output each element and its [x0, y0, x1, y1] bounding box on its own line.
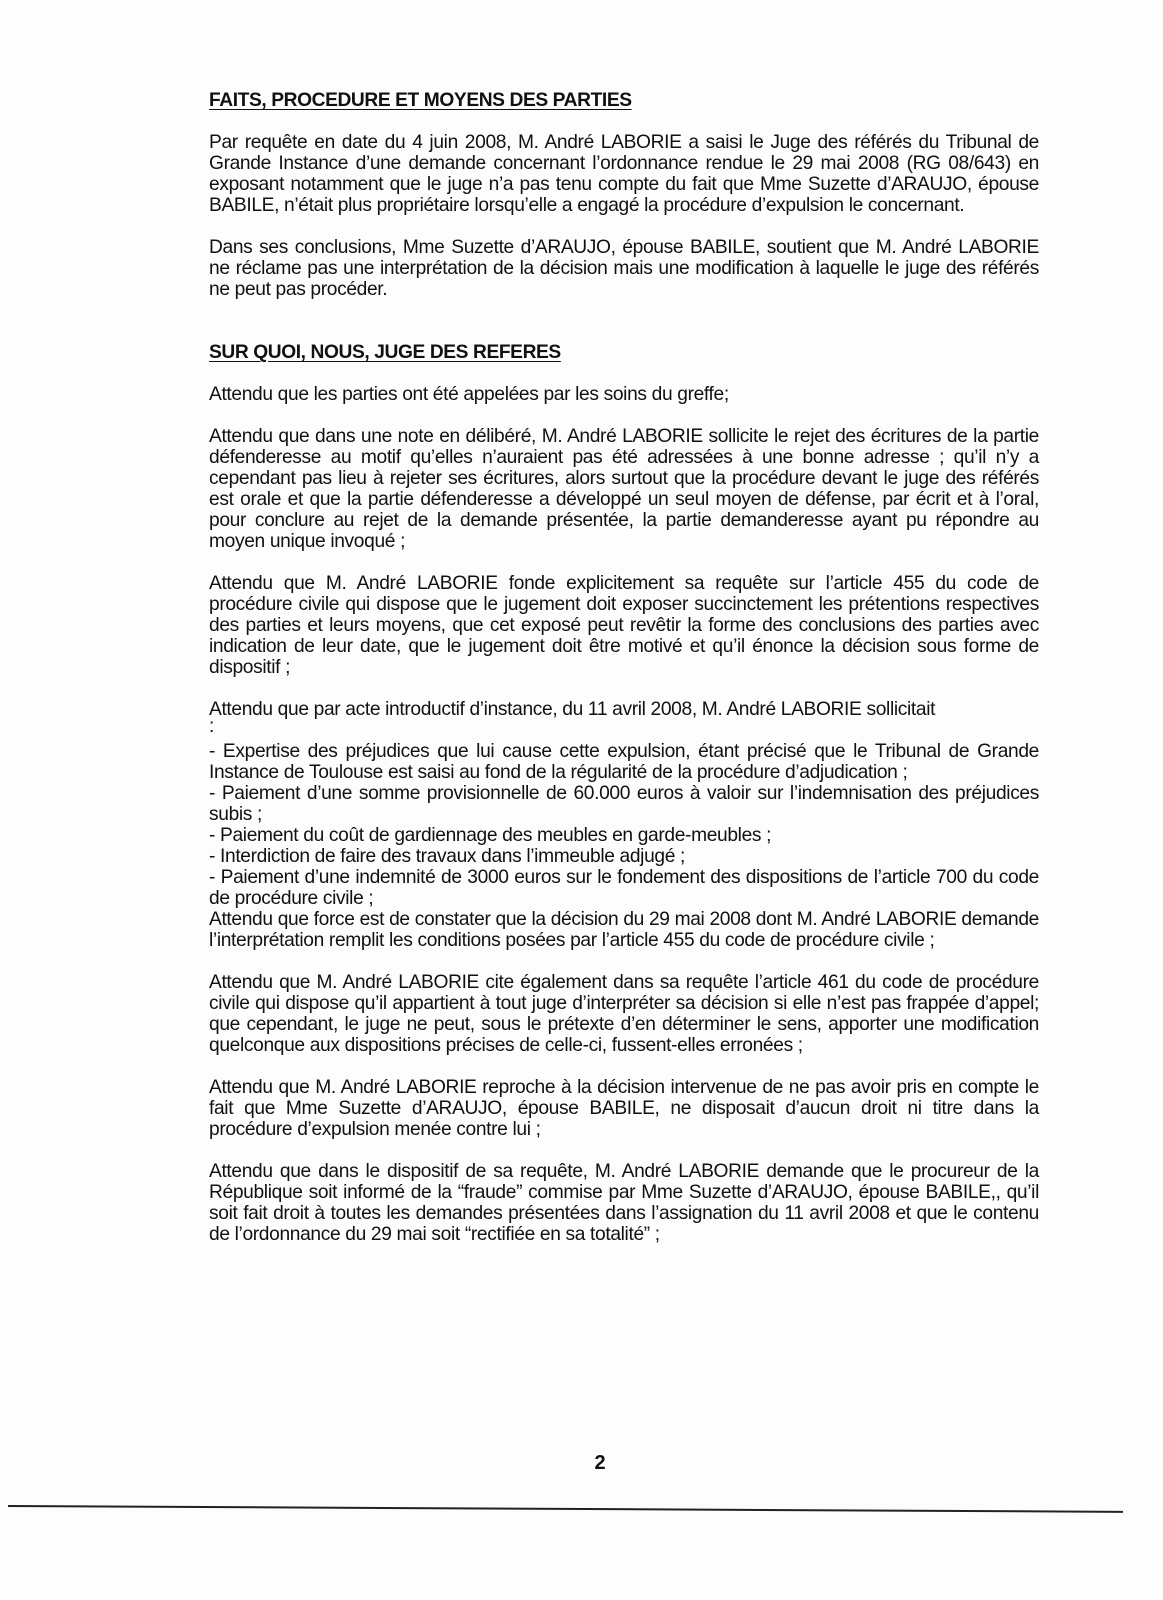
list-item: - Interdiction de faire des travaux dans l’immeuble adjugé ; [209, 846, 686, 867]
paragraph: Attendu que force est de constater que la décision du 29 mai 2008 dont M. André LABORIE demande l’interprétation remplit les conditions posées par l’article 455 du code de procédure civile ; [209, 909, 1039, 951]
paragraph: Attendu que dans une note en délibéré, M. André LABORIE sollicite le rejet des écritures de la partie défenderesse au motif qu’elles n’auraient pas été adressées à une bonne adresse ; qu’il n’y a cependant pas lieu à rejeter ses écritures, alors surtout que la procédure devant le juge des référés est orale et que la partie défenderesse a développé un seul moyen de défense, par écrit et à l’oral, pour conclure au rejet de la demande présentée, la partie demanderesse ayant pu répondre au moyen unique invoqué ; [209, 426, 1039, 552]
paragraph: Attendu que M. André LABORIE reproche à la décision intervenue de ne pas avoir pris en compte le fait que Mme Suzette d’ARAUJO, épouse BABILE, ne disposait d’aucun droit ni titre dans la procédure d’expulsion menée contre lui ; [209, 1077, 1039, 1140]
list-item: - Paiement d’une somme provisionnelle de 60.000 euros à valoir sur l’indemnisation des préjudices subis ; [209, 783, 1039, 825]
page-number: 2 [594, 1452, 606, 1474]
requests-list [209, 741, 1039, 909]
paragraph: Attendu que M. André LABORIE fonde explicitement sa requête sur l’article 455 du code de procédure civile qui dispose que le jugement doit exposer succinctement les prétentions respectives des parties et leurs moyens, que cet exposé peut revêtir la forme des conclusions des parties avec indication de leur date, que le jugement doit être motivé et qu’il énonce la décision sous forme de dispositif ; [209, 573, 1039, 678]
paragraph: Attendu que dans le dispositif de sa requête, M. André LABORIE demande que le procureur de la République soit informé de la “fraude” commise par Mme Suzette d’ARAUJO, épouse BABILE,, qu’il soit fait droit à toutes les demandes présentées dans l’assignation du 11 avril 2008 et que le contenu de l’ordonnance du 29 mai soit “rectifiée en sa totalité” ; [209, 1161, 1039, 1245]
paragraph: Par requête en date du 4 juin 2008, M. André LABORIE a saisi le Juge des référés du Tribunal de Grande Instance d’une demande concernant l’ordonnance rendue le 29 mai 2008 (RG 08/643) en exposant notamment que le juge n’a pas tenu compte du fait que Mme Suzette d’ARAUJO, épouse BABILE, n’était plus propriétaire lorsqu’elle a engagé la procédure d’expulsion le concernant. [209, 132, 1039, 216]
section-heading-faits: FAITS, PROCEDURE ET MOYENS DES PARTIES [209, 90, 632, 111]
colon-line: : [209, 716, 214, 737]
list-item: - Paiement du coût de gardiennage des meubles en garde-meubles ; [209, 825, 772, 846]
list-item: - Expertise des préjudices que lui cause cette expulsion, étant précisé que le Tribunal de Grande Instance de Toulouse est saisi au fond de la régularité de la procédure d’adjudication ; [209, 741, 1039, 783]
section-spacer [209, 300, 1039, 342]
paragraph: Attendu que les parties ont été appelées par les soins du greffe; [209, 384, 729, 405]
paragraph: Dans ses conclusions, Mme Suzette d’ARAUJO, épouse BABILE, soutient que M. André LABORIE ne réclame pas une interprétation de la décision mais une modification à laquelle le juge des référés ne peut pas procéder. [209, 237, 1039, 300]
paragraph: Attendu que M. André LABORIE cite également dans sa requête l’article 461 du code de procédure civile qui dispose qu’il appartient à tout juge d’interpréter sa décision si elle n’est pas frappée d’appel; que cependant, le juge ne peut, sous le prétexte d’en déterminer le sens, apporter une modification quelconque aux dispositions précises de celle-ci, fussent-elles erronées ; [209, 972, 1039, 1056]
list-item: - Paiement d’une indemnité de 3000 euros sur le fondement des dispositions de l’article 700 du code de procédure civile ; [209, 867, 1039, 909]
document-body [209, 90, 1039, 1245]
paragraph: Attendu que par acte introductif d’instance, du 11 avril 2008, M. André LABORIE sollicitait [209, 699, 936, 720]
footer-divider [8, 1505, 1123, 1513]
section-heading-sur-quoi: SUR QUOI, NOUS, JUGE DES REFERES [209, 342, 561, 363]
